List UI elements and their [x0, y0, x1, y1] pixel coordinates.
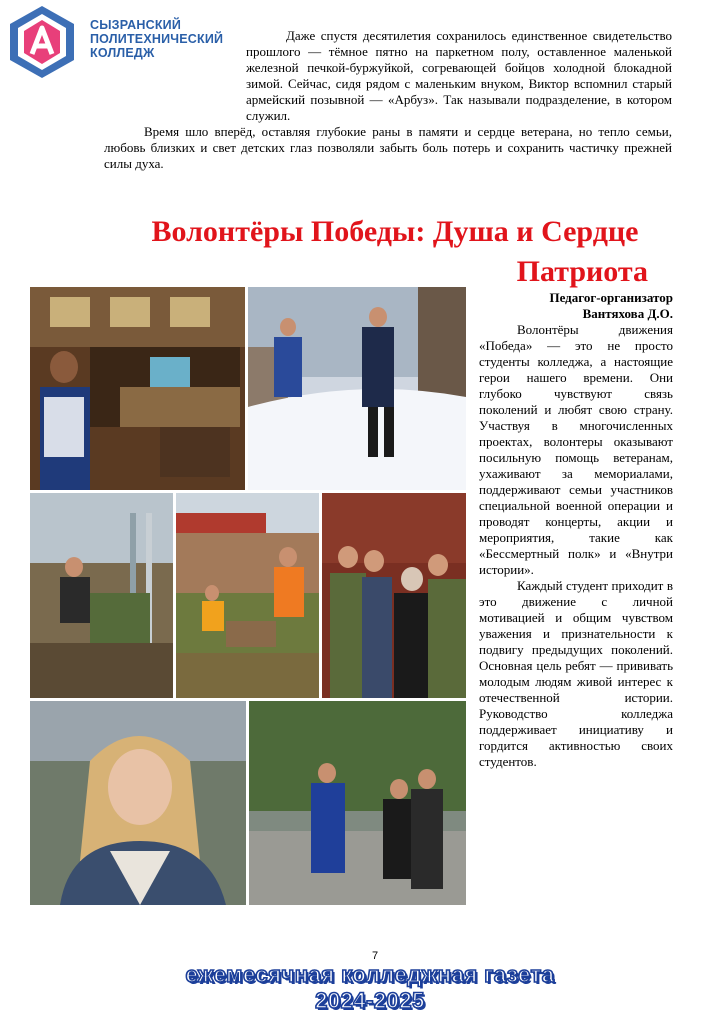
college-name-line-2: ПОЛИТЕХНИЧЕСКИЙ	[90, 32, 224, 46]
page-number: 7	[372, 950, 379, 962]
college-name-line-3: КОЛЛЕДЖ	[90, 46, 155, 60]
newspaper-footer	[80, 962, 660, 1014]
article-body	[479, 290, 673, 770]
photo-collage	[30, 287, 466, 905]
photo-veteran-visit	[322, 493, 466, 698]
intro-paragraph-2: Время шло вперёд, оставляя глубокие раны в памяти и сердце ветерана, но тепло семьи, любовь близких и свет детских глаз позволяли забыть боль потерь и сохранить частичку прежней силы духа.	[104, 124, 672, 171]
footer-line-2: 2024-2025	[315, 988, 425, 1013]
intro-text	[104, 28, 672, 172]
headline-line-2: Патриота	[516, 255, 648, 288]
photo-street-action	[249, 701, 466, 905]
author-name: Вантяхова Д.О.	[582, 306, 673, 321]
article-headline	[100, 212, 670, 292]
photo-yard-cleanup	[30, 493, 173, 698]
article-paragraph-1: Волонтёры движения «Победа» — это не просто студенты колледжа, а настоящие герои нашего времени. Они глубоко чувствуют связь поколений и любят свою страну. Участвуя в многочисленных проектах, волонтеры оказывают посильную помощь ветеранам, ухаживают за мемориалами, поддерживают семьи участников специальной военной операции и проводят концерты, акции и мероприятия, такие как «Бессмертный полк» и «Внутри истории».	[479, 322, 673, 577]
article-paragraph-2: Каждый студент приходит в это движение с личной мотивацией и общим чувством уважения и признательности к подвигу предыдущих поколений. Основная цель ребят — прививать молодым людям живой интерес к отечественной истории. Руководство колледжа поддерживает инициативу и гордится активностью своих студентов.	[479, 578, 673, 769]
intro-paragraph-1: Даже спустя десятилетия сохранилось единственное свидетельство прошлого — тёмное пятно на паркетном полу, оставленное маленькой железной печкой-буржуйкой, согревающей бойцов холодной блокадной зимой. Сейчас, сидя рядом с маленьким внуком, Виктор вспомнил старый армейский позывной — «Арбуз». Так называли подразделение, в котором служил.	[246, 28, 672, 123]
headline-line-1: Волонтёры Победы: Душа и Сердце	[151, 215, 639, 248]
footer-line-1: ежемесячная колледжная газета	[185, 962, 555, 987]
college-name-line-1: СЫЗРАНСКИЙ	[90, 18, 182, 32]
college-logo-icon	[8, 4, 76, 80]
photo-museum-train	[30, 287, 245, 490]
photo-firewood	[176, 493, 319, 698]
photo-snow-cleaning	[248, 287, 466, 490]
photo-student-portrait	[30, 701, 246, 905]
author-role: Педагог-организатор	[549, 290, 673, 305]
